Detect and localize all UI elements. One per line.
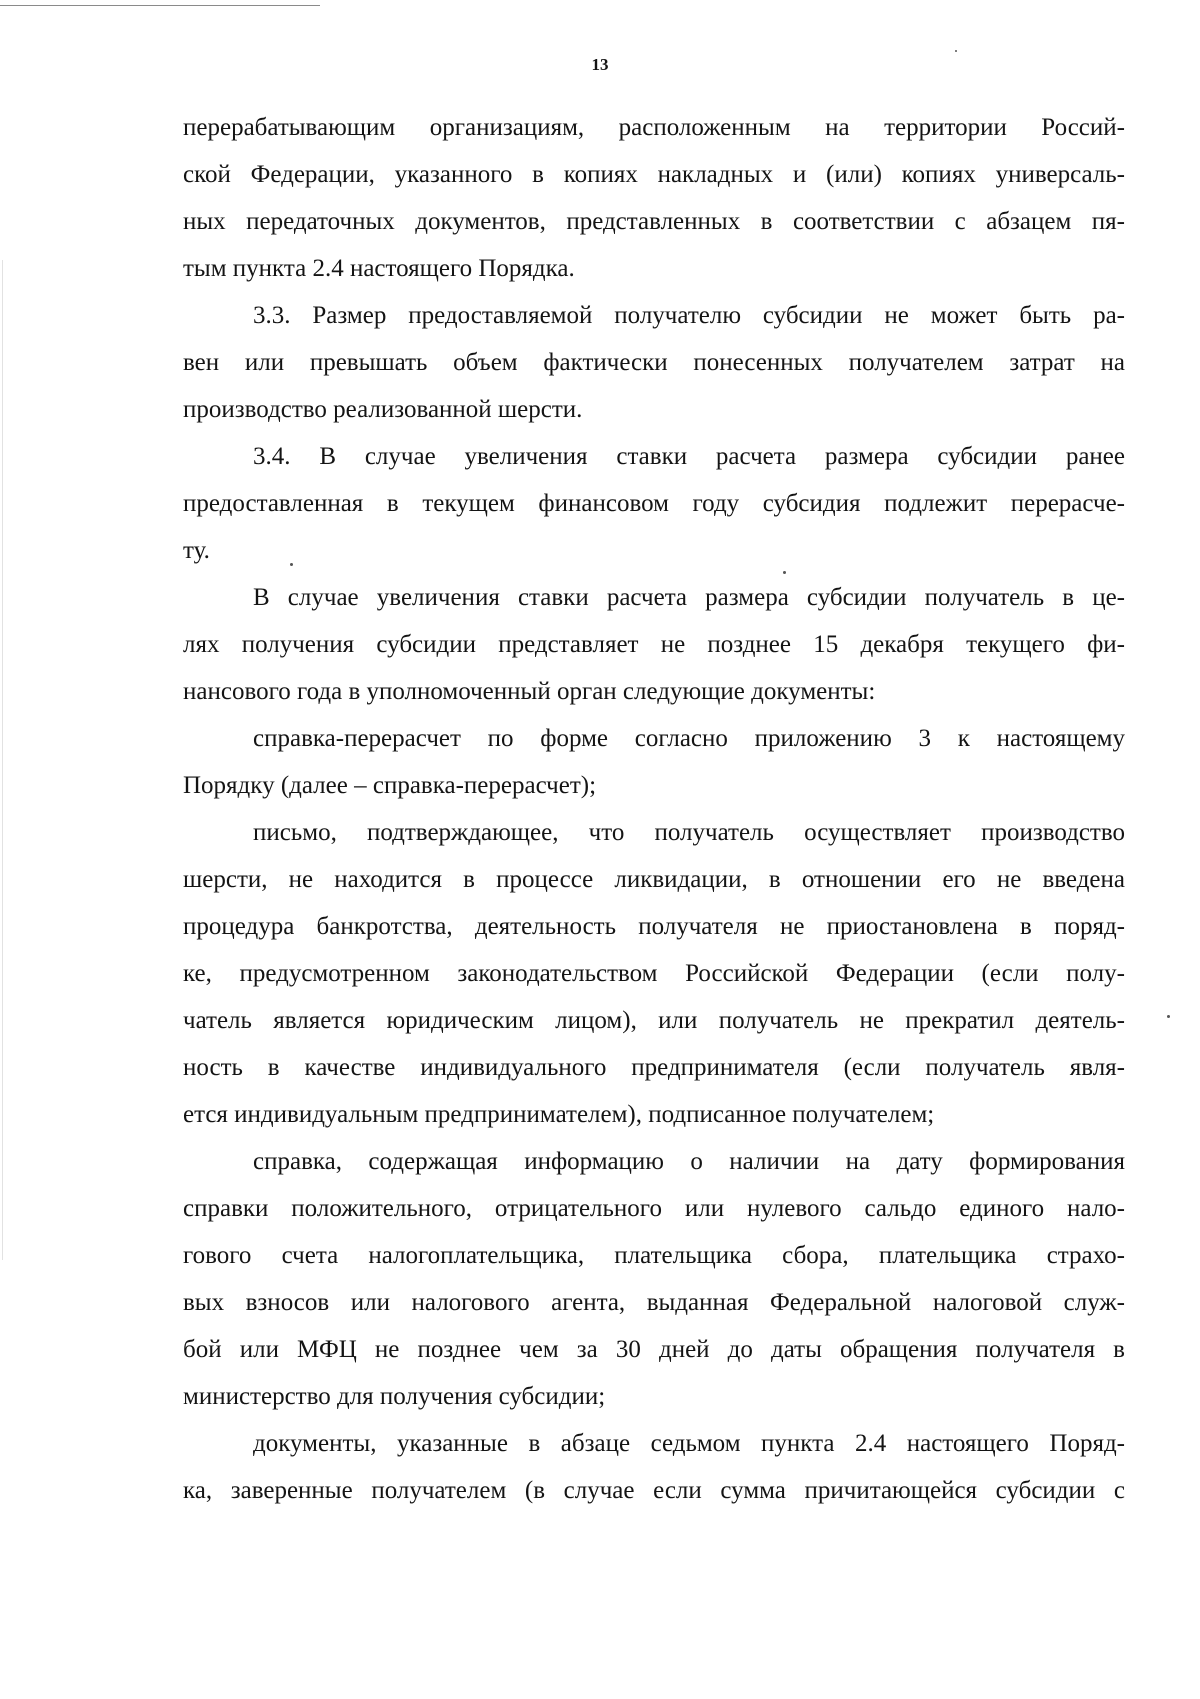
text-line: бой или МФЦ не позднее чем за 30 дней до даты обращения получателя в [183, 1336, 1125, 1363]
text-line: ных передаточных документов, представленных в соответствии с абзацем пя- [183, 208, 1125, 235]
scan-speck [290, 563, 293, 566]
text-line: шерсти, не находится в процессе ликвидации, в отношении его не введена [183, 866, 1125, 893]
text-line: 3.3. Размер предоставляемой получателю субсидии не может быть ра- [253, 302, 1125, 329]
text-line: документы, указанные в абзаце седьмом пункта 2.4 настоящего Поряд- [253, 1430, 1125, 1457]
text-line: ту. [183, 537, 210, 564]
text-line: чатель является юридическим лицом), или получатель не прекратил деятель- [183, 1007, 1125, 1034]
scan-edge-mark-left [2, 260, 3, 1260]
text-line: нансового года в уполномоченный орган следующие документы: [183, 678, 876, 705]
text-line: В случае увеличения ставки расчета размера субсидии получатель в це- [253, 584, 1125, 611]
text-line: процедура банкротства, деятельность получателя не приостановлена в поряд- [183, 913, 1125, 940]
scan-edge-mark [0, 5, 320, 6]
text-line: тым пункта 2.4 настоящего Порядка. [183, 255, 575, 282]
body-text [183, 104, 1125, 1514]
text-line: справка, содержащая информацию о наличии на дату формирования [253, 1148, 1125, 1175]
text-line: ской Федерации, указанного в копиях накладных и (или) копиях универсаль- [183, 161, 1125, 188]
text-line: министерство для получения субсидии; [183, 1383, 606, 1410]
text-line: письмо, подтверждающее, что получатель осуществляет производство [253, 819, 1125, 846]
scan-speck [1167, 1015, 1170, 1018]
text-line: 3.4. В случае увеличения ставки расчета размера субсидии ранее [253, 443, 1125, 470]
text-line: производство реализованной шерсти. [183, 396, 583, 423]
page-number: 13 [591, 55, 609, 74]
text-line: лях получения субсидии представляет не позднее 15 декабря текущего фи- [183, 631, 1125, 658]
text-line: предоставленная в текущем финансовом году субсидия подлежит перерасче- [183, 490, 1125, 517]
text-line: ется индивидуальным предпринимателем), подписанное получателем; [183, 1101, 935, 1128]
text-line: Порядку (далее – справка-перерасчет); [183, 772, 597, 799]
text-line: перерабатывающим организациям, расположенным на территории Россий- [183, 114, 1125, 141]
text-line: ке, предусмотренном законодательством Российской Федерации (если полу- [183, 960, 1125, 987]
text-line: вых взносов или налогового агента, выданная Федеральной налоговой служ- [183, 1289, 1125, 1316]
text-line: справки положительного, отрицательного или нулевого сальдо единого нало- [183, 1195, 1125, 1222]
text-line: гового счета налогоплательщика, плательщика сбора, плательщика страхо- [183, 1242, 1125, 1269]
text-line: ность в качестве индивидуального предпринимателя (если получатель явля- [183, 1054, 1125, 1081]
text-line: ка, заверенные получателем (в случае если сумма причитающейся субсидии с [183, 1477, 1125, 1504]
text-line: справка-перерасчет по форме согласно приложению 3 к настоящему [253, 725, 1125, 752]
text-line: вен или превышать объем фактически понесенных получателем затрат на [183, 349, 1125, 376]
scan-speck [783, 571, 786, 574]
scan-speck [955, 50, 957, 52]
